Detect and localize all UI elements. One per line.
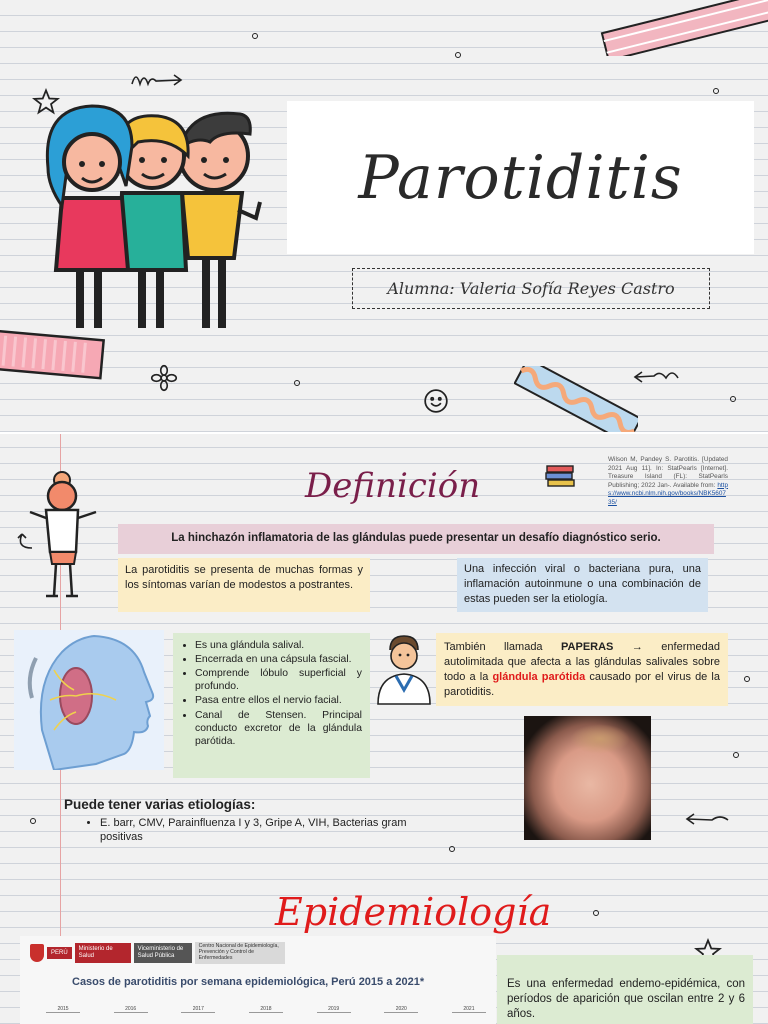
report-org-minsa: Ministerio de Salud — [75, 943, 131, 962]
deco-dot — [744, 676, 750, 682]
report-year-axis — [46, 1006, 486, 1013]
peru-shield-icon — [30, 944, 44, 962]
washi-tape-bottom — [514, 366, 638, 439]
paperas-keyword: PAPERAS — [561, 641, 614, 653]
deco-dot — [30, 818, 36, 824]
year-label: 2015 — [46, 1006, 80, 1013]
child-with-mumps-photo — [524, 716, 651, 840]
intro-banner — [118, 524, 714, 554]
report-org-peru: PERÚ — [47, 947, 72, 960]
minsa-report-snippet — [20, 936, 496, 1024]
deco-dot — [294, 380, 300, 386]
doctor-icon — [374, 634, 432, 711]
page-title: Parotiditis — [358, 142, 683, 213]
year-label: 2017 — [181, 1006, 215, 1013]
report-header — [30, 942, 285, 964]
year-label: 2020 — [384, 1006, 418, 1013]
deco-doodle-arrow-left — [632, 368, 682, 391]
deco-dot — [455, 52, 461, 58]
kid-thinking-illustration — [16, 468, 104, 605]
paperas-highlight: glándula parótida — [492, 670, 586, 683]
deco-dot — [593, 910, 599, 916]
etiology-text: Una infección viral o bacteriana pura, una inflamación autoinmune o una combinación de estas pueden ser la etiología. — [464, 563, 701, 605]
gland-facts-list — [195, 639, 362, 748]
parotid-gland-illustration — [14, 630, 164, 775]
etiologies-list — [80, 817, 450, 845]
etiology-card — [457, 558, 708, 612]
list-item: • Canal de Stensen. Principal conducto excretor de la glándula parótida. — [195, 709, 362, 748]
deco-dot — [449, 846, 455, 852]
deco-dot — [730, 396, 736, 402]
etiologies-title: Puede tener varias etiologías: — [64, 797, 256, 812]
slide-divider — [0, 432, 768, 434]
report-org-vice: Viceministerio de Salud Pública — [134, 943, 192, 962]
washi-tape-left — [0, 326, 106, 393]
year-label: 2016 — [114, 1006, 148, 1013]
intro-text: La hinchazón inflamatoria de las glándulas puede presentar un desafío diagnóstico serio. — [171, 532, 661, 545]
section-title-definicion: Definición — [305, 466, 481, 506]
symptoms-card — [118, 558, 370, 612]
epidemiology-card — [497, 955, 753, 1024]
student-name: Alumna: Valeria Sofía Reyes Castro — [387, 279, 675, 298]
epidemiology-text: Es una enfermedad endemo-epidémica, con períodos de aparición que oscilan entre 2 y 6 años. — [507, 978, 745, 1021]
paperas-text-2: → enfermedad autolimitada que afecta a las glándulas salivales sobre todo a la — [444, 641, 720, 683]
year-label: 2021 — [452, 1006, 486, 1013]
gland-facts-card — [173, 633, 370, 778]
flower-icon — [150, 364, 178, 397]
deco-dot — [252, 33, 258, 39]
section-title-epidemiologia: Epidemiología — [275, 890, 552, 934]
smiley-icon — [423, 388, 449, 419]
list-item: • Es una glándula salival. — [195, 639, 362, 652]
report-title: Casos de parotiditis por semana epidemiológica, Perú 2015 a 2021* — [72, 976, 425, 988]
paperas-text-1: También llamada — [444, 641, 562, 653]
citation-link[interactable]: https://www.ncbi.nlm.nih.gov/books/NBK560735/ — [608, 481, 729, 506]
deco-dot — [733, 752, 739, 758]
paperas-card — [436, 633, 728, 706]
report-org-cdc: Centro Nacional de Epidemiología, Prevención y Control de Enfermedades — [195, 942, 285, 964]
deco-doodle-arrow — [128, 70, 188, 97]
list-item: • Pasa entre ellos el nervio facial. — [195, 694, 362, 707]
paperas-text-3: causado por el virus de la parotiditis. — [444, 670, 720, 698]
list-item: • Comprende lóbulo superficial y profundo. — [195, 667, 362, 693]
citation — [608, 456, 728, 507]
title-card — [287, 101, 754, 254]
list-item: • E. barr, CMV, Parainfluenza I y 3, Gripe A, VIH, Bacterias gram positivas — [100, 817, 450, 845]
deco-dot — [713, 88, 719, 94]
symptoms-text: La parotiditis se presenta de muchas formas y los síntomas varían de modestos a postrantes. — [125, 564, 363, 591]
books-icon — [544, 462, 576, 497]
citation-text: Wilson M, Pandey S. Parotitis. [Updated 2021 Aug 11]. In: StatPearls [Internet]. Treasure Island (FL): StatPearls Publishing; 2022 Jan-. Available from: — [608, 456, 728, 489]
year-label: 2018 — [249, 1006, 283, 1013]
student-card — [352, 268, 710, 309]
deco-doodle-arrow-left — [684, 810, 732, 833]
washi-tape-top-right — [595, 0, 768, 61]
list-item: • Encerrada en una cápsula fascial. — [195, 653, 362, 666]
year-label: 2019 — [317, 1006, 351, 1013]
children-illustration — [42, 98, 272, 339]
